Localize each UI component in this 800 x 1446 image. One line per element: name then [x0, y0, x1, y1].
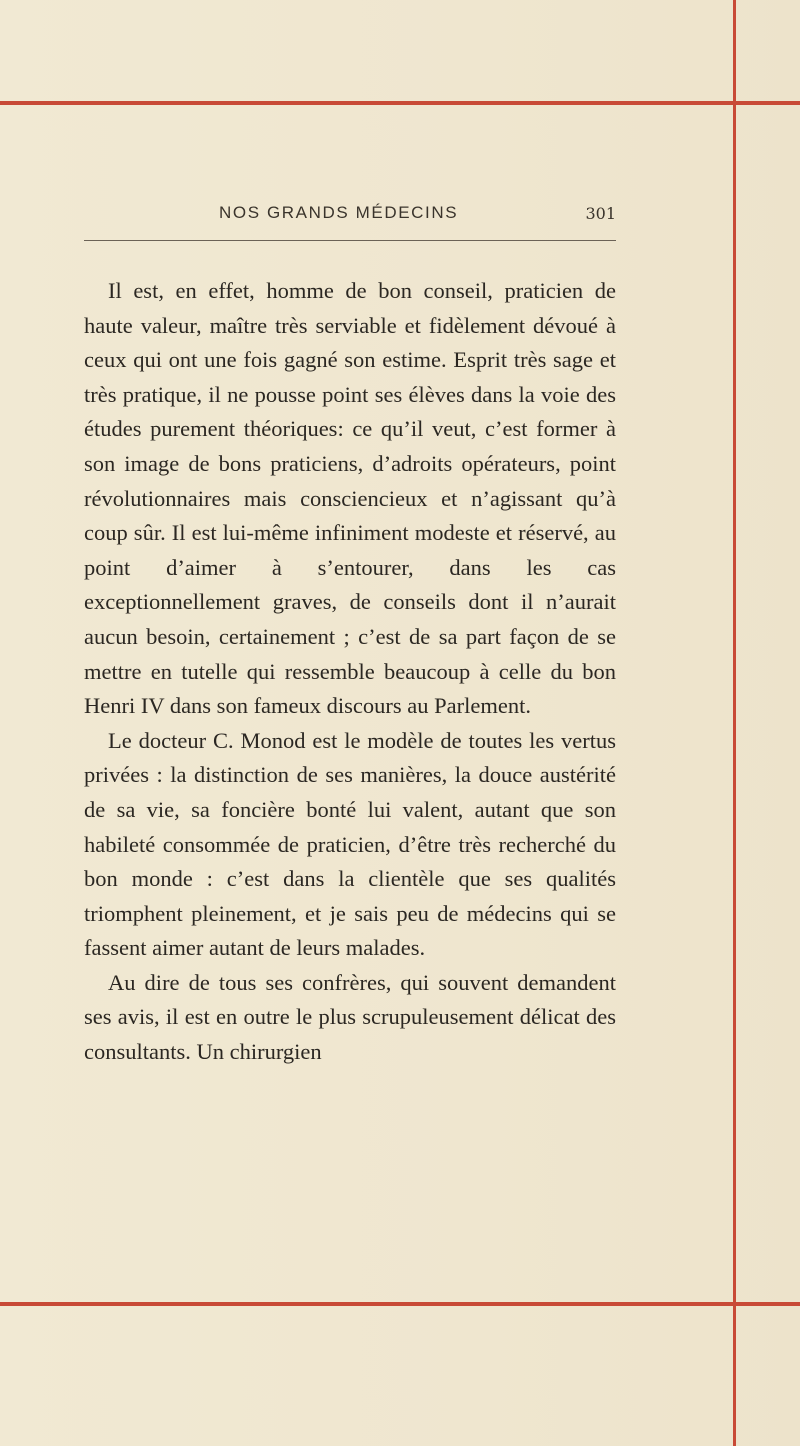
header-rule: [84, 240, 616, 241]
frame-rule-bottom: [0, 1302, 800, 1306]
running-header: [84, 203, 616, 233]
paragraph-3: Au dire de tous ses confrères, qui souvent demandent ses avis, il est en outre le plus scrupuleusement délicat des consultants. Un chirurgien: [84, 969, 616, 1065]
running-title: NOS GRANDS MÉDECINS: [219, 203, 459, 222]
body-text: [84, 274, 616, 1070]
paragraph-1: Il est, en effet, homme de bon conseil, praticien de haute valeur, maître très serviable et fidèlement dévoué à ceux qui ont une fois gagné son estime. Esprit très sage et très pratique, il ne pousse point ses élèves dans la voie des études purement théoriques: ce qu’il veut, c’est former à son image de bons praticiens, d’adroits opérateurs, point révolutionnaires mais consciencieux et n’agissant qu’à coup sûr. Il est lui-même infiniment modeste et réservé, au point d’aimer à s’entourer, dans les cas exceptionnellement graves, de conseils dont il n’aurait aucun besoin, certainement ; c’est de sa part façon de se mettre en tutelle qui ressemble beaucoup à celle du bon Henri IV dans son fameux discours au Parlement.: [84, 278, 616, 719]
frame-rule-right: [733, 0, 736, 1446]
paragraph-2: Le docteur C. Monod est le modèle de toutes les vertus privées : la distinction de ses manières, la douce austérité de sa vie, sa foncière bonté lui valent, autant que son habileté consommée de praticien, d’être très recherché du bon monde : c’est dans la clientèle que ses qualités triomphent pleinement, et je sais peu de médecins qui se fassent aimer autant de leurs malades.: [84, 727, 616, 961]
page-number: 301: [585, 204, 616, 223]
frame-rule-top: [0, 101, 800, 105]
